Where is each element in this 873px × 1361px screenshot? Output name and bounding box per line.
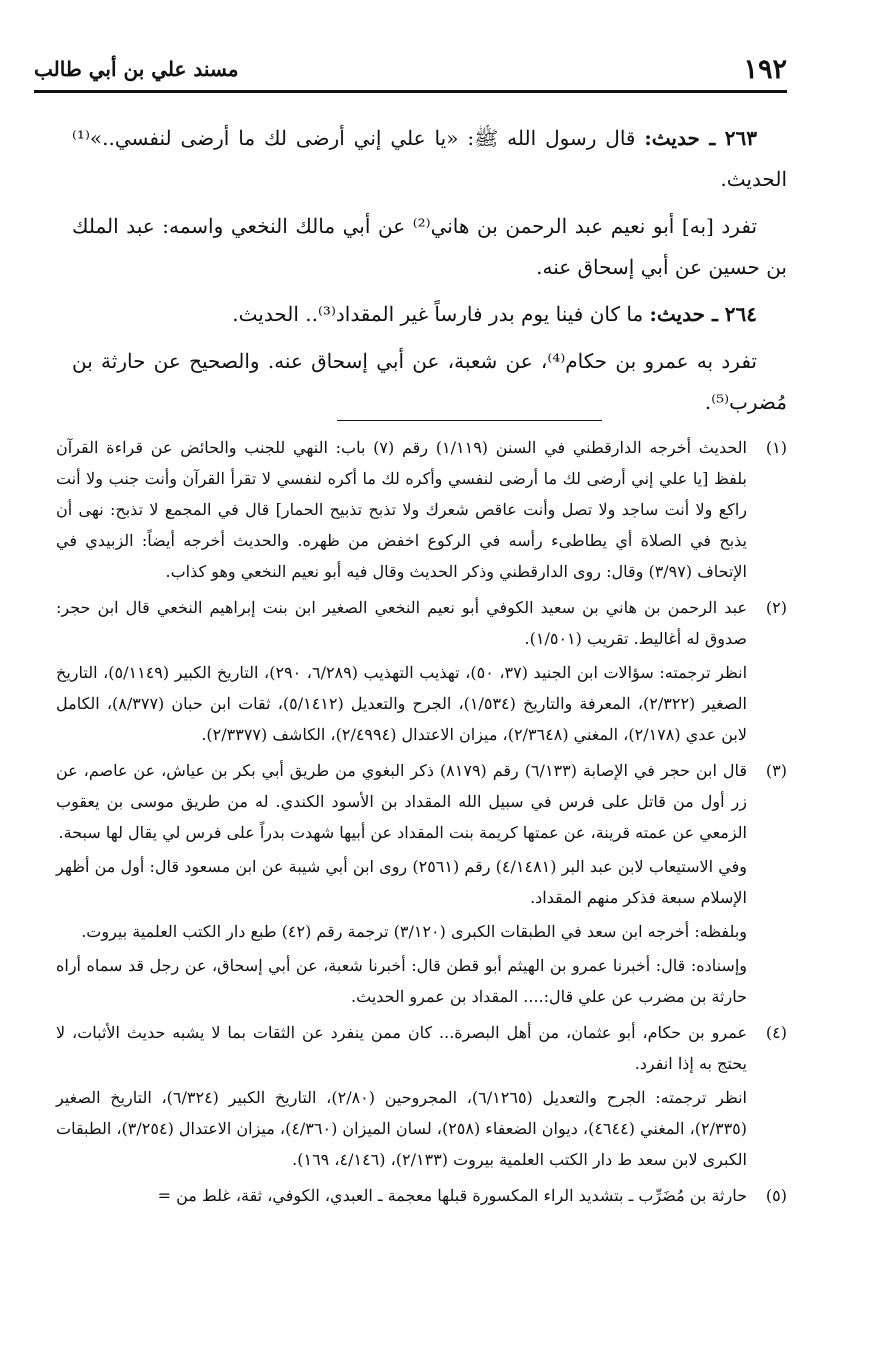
footnote-3 [56,755,787,1015]
footnote-paragraph: عمرو بن حكام، أبو عثمان، من أهل البصرة... كان ممن ينفرد عن الثقات بما لا يشبه حديث الأثبات، لا يحتج به إذا انفرد. [56,1023,747,1073]
footnote-paragraph: انظر ترجمته: سؤالات ابن الجنيد (٣٧، ٥٠)، تهذيب التهذيب (٦/٢٨٩، ٢٩٠)، التاريخ الكبير (٥/١١٤٩)، التاريخ الصغير (٢/٣٢٢)، المعرفة والتاريخ (١/٥٣٤)، الجرح والتعديل (٥/١٤١٢)، ثقات ابن حبان (٨/٣٧٧)، الكامل لابن عدي (٢/١٧٨)، المغني (٢/٣٦٤٨)، ميزان الاعتدال (٢/٤٩٩٤)، الكاشف (٢/٣٣٧٧). [56,663,748,744]
hadith-264-text: ما كان فينا يوم بدر فارساً غير المقداد⁽³⁾.. الحديث. [232,302,650,326]
footnote-paragraph: وفي الاستيعاب لابن عبد البر (٤/١٤٨١) رقم (٢٥٦١) روى ابن أبي شيبة عن ابن مسعود قال: أول من أظهر الإسلام سبعة فذكر منهم المقداد. [56,857,748,907]
footnote-number: (٢) [765,598,787,617]
hadith-263-commentary [72,206,787,288]
footnote-number: (٥) [765,1186,787,1205]
footnote-number: (١) [765,438,787,457]
hadith-263-paragraph [72,118,787,200]
footnote-number: (٣) [765,761,787,780]
footnote-paragraph: عبد الرحمن بن هاني بن سعيد الكوفي أبو نعيم النخعي الصغير ابن بنت إبراهيم النخعي قال ابن حجر: صدوق له أغاليط. تقريب (١/٥٠١). [56,598,748,648]
footnote-paragraph: وإسناده: قال: أخبرنا عمرو بن الهيثم أبو قطن قال: أخبرنا شعبة، عن أبي إسحاق، عن رجل قد سماه أراه حارثة بن مضرب عن علي قال:.... المقداد بن عمرو الحديث. [56,956,747,1006]
page-header [34,48,787,93]
footnote-body [56,755,747,1015]
footnote-4 [56,1017,787,1178]
footnote-number: (٤) [765,1023,787,1042]
footnote-body [56,592,747,753]
hadith-264-commentary-text: تفرد به عمرو بن حكام⁽⁴⁾، عن شعبة، عن أبي إسحاق عنه. والصحيح عن حارثة بن مُضرب⁽⁵⁾. [72,349,787,414]
main-text [72,118,787,429]
hadith-263-number: ٢٦٣ ـ حديث: [644,126,758,150]
footnotes [56,432,787,1216]
footnote-body [56,1180,747,1214]
hadith-263-text: قال رسول الله ﷺ: «يا علي إني أرضى لك ما أرضى لنفسي..»⁽¹⁾ الحديث. [72,126,787,191]
footnote-body [56,432,747,590]
running-title: مسند علي بن أبي طالب [34,57,239,81]
footnote-1 [56,432,787,590]
footnote-separator [337,420,602,421]
footnote-paragraph: قال ابن حجر في الإصابة (٦/١٣٣) رقم (٨١٧٩) ذكر البغوي من طريق أبي بكر بن عياش، عن عاصم، عن زر أول من قاتل على فرس في سبيل الله المقداد بن الأسود الكندي. له من طريق موسى بن يعقوب الزمعي عن عمته قرينة، عن عمتها كريمة بنت المقداد عن أبيها شهدت بدراً على فرس لي يقال لها سبحة. [56,761,747,842]
hadith-263-commentary-text: تفرد [به] أبو نعيم عبد الرحمن بن هاني⁽²⁾ عن أبي مالك النخعي واسمه: عبد الملك بن حسين عن أبي إسحاق عنه. [72,214,787,279]
footnote-5 [56,1180,787,1214]
hadith-264-paragraph [72,294,787,335]
hadith-264-commentary [72,341,787,423]
footnote-paragraph: حارثة بن مُضَرِّب ـ بتشديد الراء المكسورة قبلها معجمة ـ العبدي، الكوفي، ثقة، غلط من = [157,1186,747,1205]
page-number: ١٩٢ [743,53,787,85]
footnote-2 [56,592,787,753]
footnote-paragraph: انظر ترجمته: الجرح والتعديل (٦/١٢٦٥)، المجروحين (٢/٨٠)، التاريخ الكبير (٦/٣٢٤)، التاريخ الصغير (٢/٣٣٥)، المغني (٤٦٤٤)، ديوان الضعفاء (٢٥٨)، لسان الميزان (٤/٣٦٠)، ميزان الاعتدال (٣/٢٥٤)، الطبقات الكبرى لابن سعد ط دار الكتب العلمية بيروت (٢/١٣٣)، (٤/١٤٦، ١٦٩). [56,1088,748,1169]
footnote-body [56,1017,747,1178]
footnote-paragraph: وبلفظه: أخرجه ابن سعد في الطبقات الكبرى (٣/١٢٠) ترجمة رقم (٤٢) طبع دار الكتب العلمية بيروت. [81,922,747,941]
hadith-264-number: ٢٦٤ ـ حديث: [649,302,757,326]
footnote-paragraph: الحديث أخرجه الدارقطني في السنن (١/١١٩) رقم (٧) باب: النهي للجنب والحائض عن قراءة القرآن بلفظ [يا علي إني أرضى لك ما أرضى لنفسي وأكره لك ما أكره لنفسي لا تقرأ القرآن وأنت جنب ولا أنت راكع ولا أنت ساجد ولا تصل وأنت عاقص شعرك ولا تذبح تذبيح الحمار] قال في المجمع لا تذبح: نهى أن يذبح في الصلاة أي يطاطىء رأسه في الركوع اخفض من ظهره. والحديث أخرجه أيضاً: الزبيدي في الإتحاف (٣/٩٧) وقال: روى الدارقطني وذكر الحديث وقال فيه أبو نعيم النخعي وهو كذاب. [56,438,747,581]
